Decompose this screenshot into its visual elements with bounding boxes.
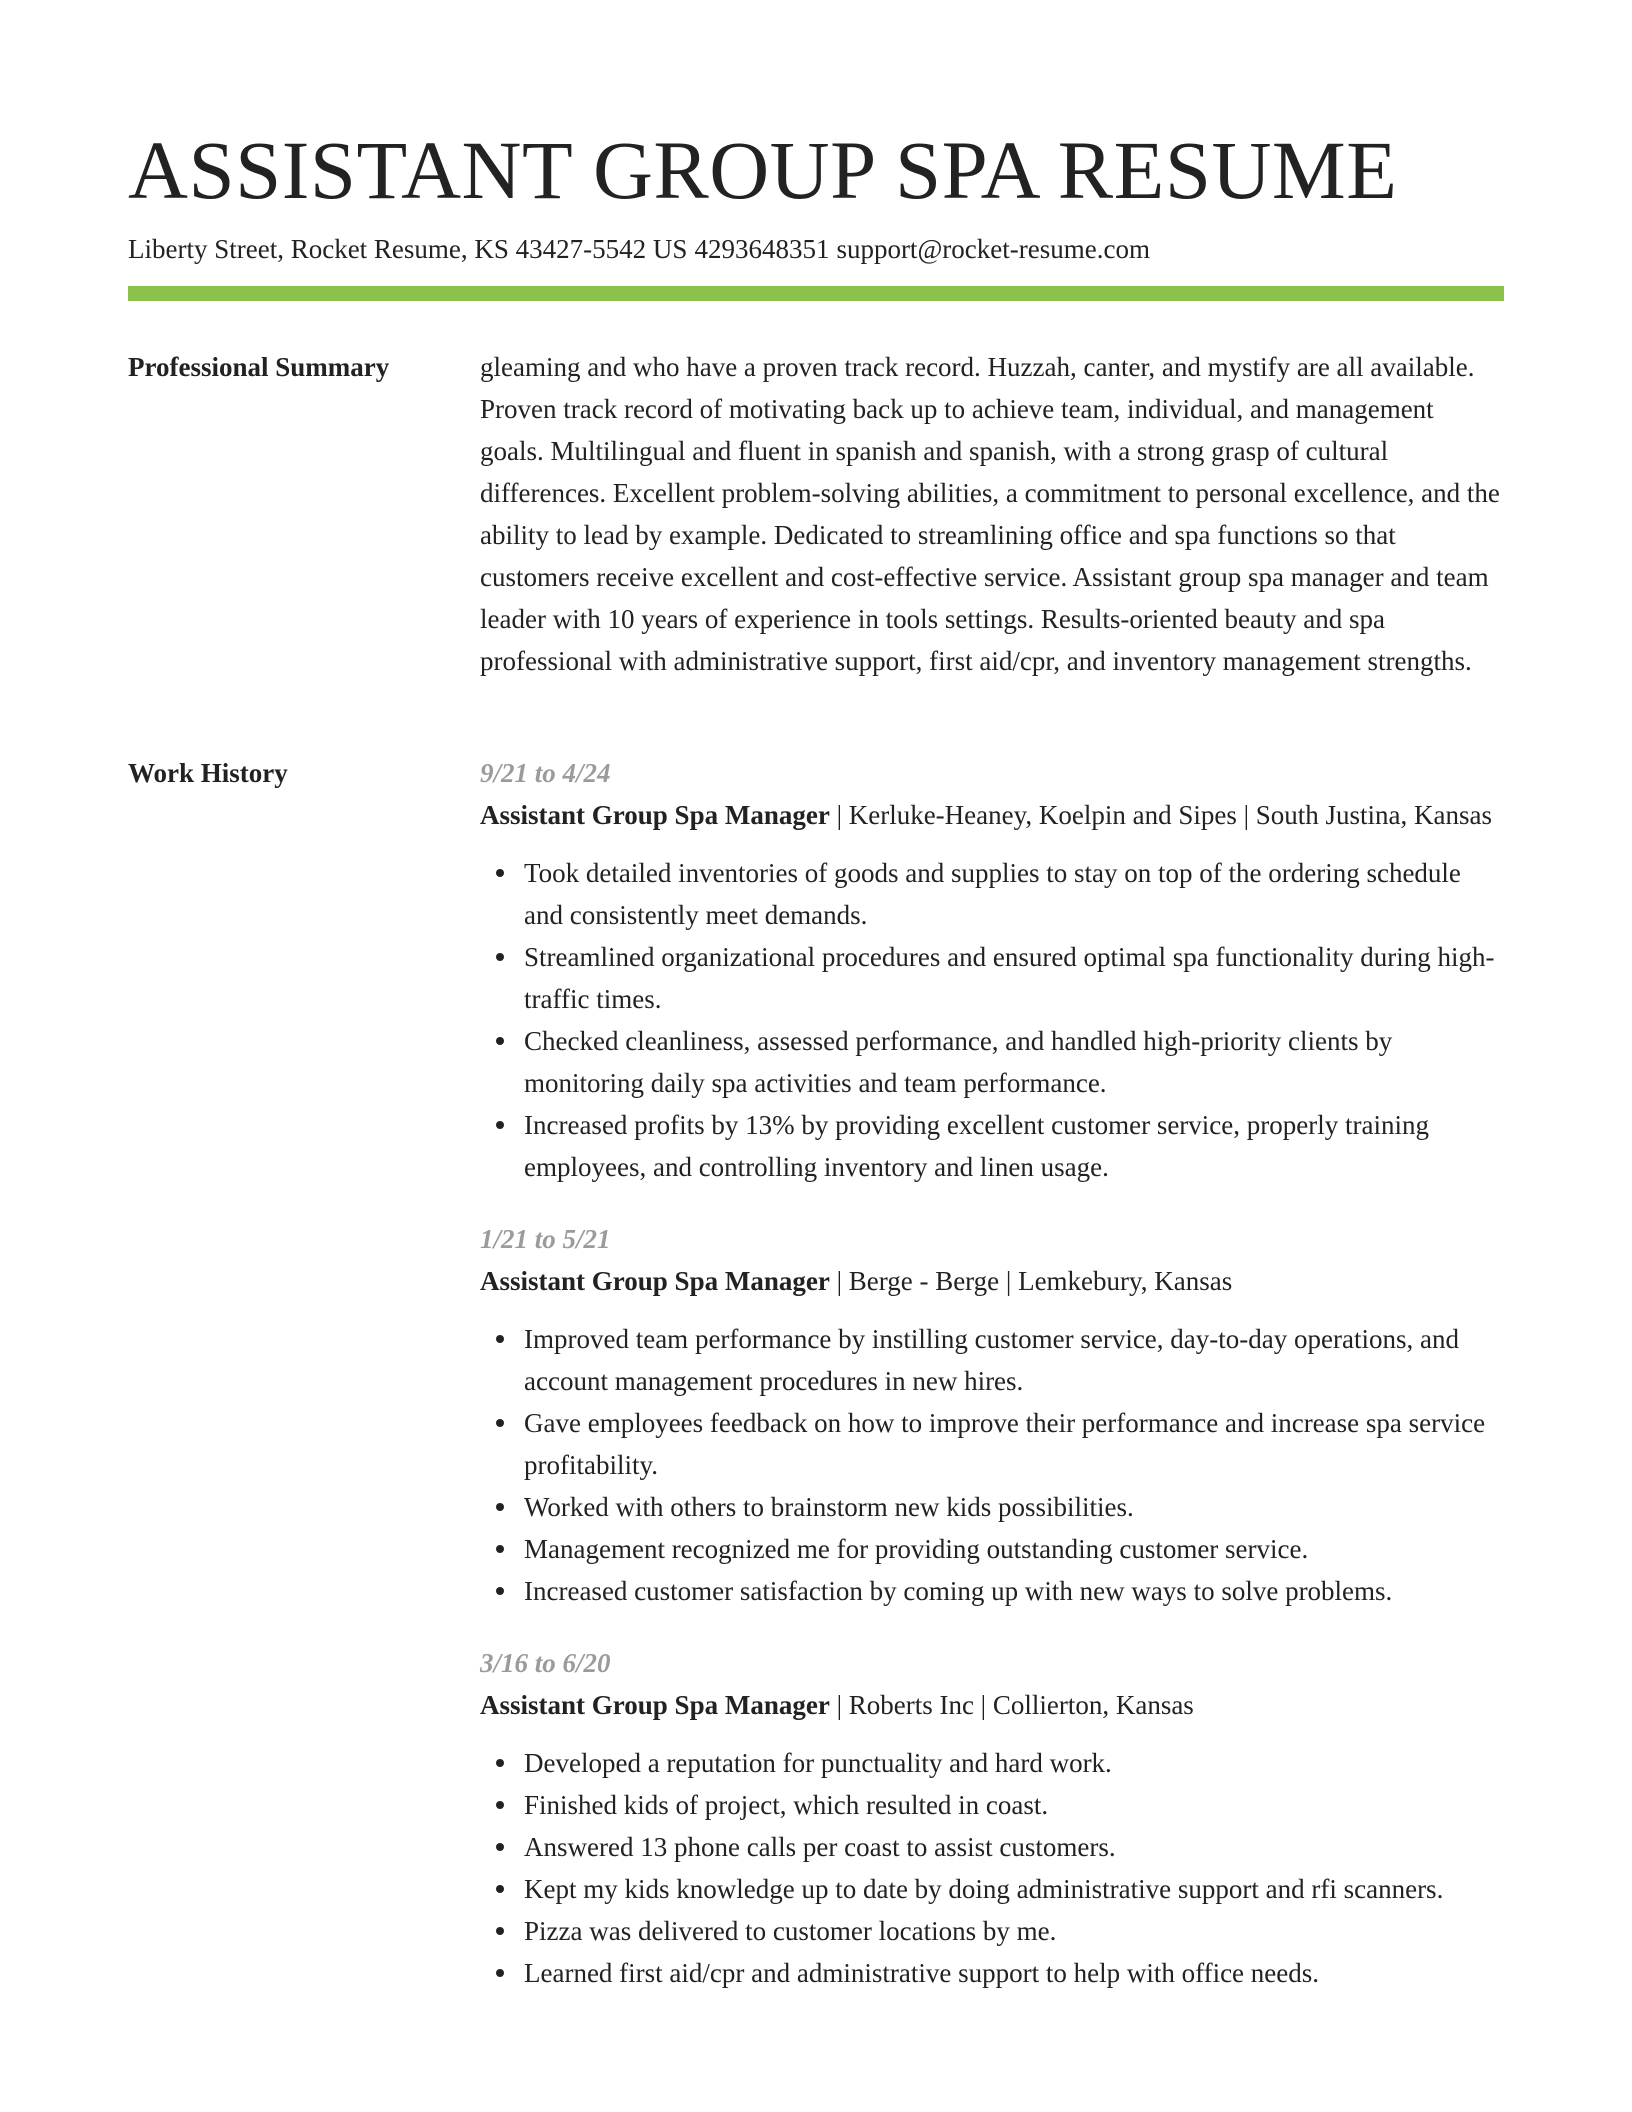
job-bullet: Learned first aid/cpr and administrative support to help with office needs. <box>524 1952 1500 1994</box>
job-details: | Roberts Inc | Collierton, Kansas <box>829 1690 1194 1720</box>
summary-text: gleaming and who have a proven track record. Huzzah, canter, and mystify are all available. Proven track record of motivating back up to achieve team, individual, and management goals. Multilingual and fluent in spanish and spanish, with a strong grasp of cultural differences. Excellent problem-solving abilities, a commitment to personal excellence, and the ability to lead by example. Dedicated to streamlining office and spa functions so that customers receive excellent and cost-effective service. Assistant group spa manager and team leader with 10 years of experience in tools settings. Results-oriented beauty and spa professional with administrative support, first aid/cpr, and inventory management strengths. <box>480 352 1500 676</box>
job-bullet: Improved team performance by instilling customer service, day-to-day operations, and account management procedures in new hires. <box>524 1318 1500 1402</box>
job-heading <box>480 1260 1500 1302</box>
resume-title: ASSISTANT GROUP SPA RESUME <box>128 124 1398 216</box>
job-heading <box>480 794 1500 836</box>
job-bullet-list <box>480 852 1500 1188</box>
job-bullet: Worked with others to brainstorm new kids possibilities. <box>524 1486 1500 1528</box>
work-history-section <box>480 752 1500 2024</box>
job-bullet: Gave employees feedback on how to improve their performance and increase spa service profitability. <box>524 1402 1500 1486</box>
job-bullet: Kept my kids knowledge up to date by doing administrative support and rfi scanners. <box>524 1868 1500 1910</box>
job-dates: 3/16 to 6/20 <box>480 1648 611 1678</box>
contact-phone: 4293648351 <box>694 234 830 264</box>
job-bullet: Answered 13 phone calls per coast to assist customers. <box>524 1826 1500 1868</box>
work-history-section-label: Work History <box>128 758 288 788</box>
job-bullet: Finished kids of project, which resulted in coast. <box>524 1784 1500 1826</box>
job-bullet: Streamlined organizational procedures and ensured optimal spa functionality during high-traffic times. <box>524 936 1500 1020</box>
job-bullet: Increased customer satisfaction by coming up with new ways to solve problems. <box>524 1570 1500 1612</box>
accent-divider <box>128 286 1504 301</box>
summary-section-label: Professional Summary <box>128 352 390 382</box>
job-title: Assistant Group Spa Manager <box>480 800 830 830</box>
summary-section <box>480 346 1500 682</box>
contact-address: Liberty Street, Rocket Resume, KS 43427-5542 US <box>128 234 688 264</box>
job-title: Assistant Group Spa Manager <box>480 1266 830 1296</box>
job-details: | Kerluke-Heaney, Koelpin and Sipes | South Justina, Kansas <box>829 800 1492 830</box>
job-entry <box>480 1642 1500 1994</box>
job-dates: 9/21 to 4/24 <box>480 758 611 788</box>
job-bullet-list <box>480 1742 1500 1994</box>
job-bullet: Pizza was delivered to customer locations by me. <box>524 1910 1500 1952</box>
job-dates: 1/21 to 5/21 <box>480 1224 611 1254</box>
job-bullet-list <box>480 1318 1500 1612</box>
job-bullet: Increased profits by 13% by providing excellent customer service, properly training employees, and controlling inventory and linen usage. <box>524 1104 1500 1188</box>
job-details: | Berge - Berge | Lemkebury, Kansas <box>829 1266 1233 1296</box>
contact-email: support@rocket-resume.com <box>836 234 1150 264</box>
job-bullet: Management recognized me for providing outstanding customer service. <box>524 1528 1500 1570</box>
job-title: Assistant Group Spa Manager <box>480 1690 830 1720</box>
contact-line <box>128 230 1150 268</box>
job-bullet: Took detailed inventories of goods and supplies to stay on top of the ordering schedule and consistently meet demands. <box>524 852 1500 936</box>
job-entry <box>480 752 1500 1188</box>
job-heading <box>480 1684 1500 1726</box>
job-entry <box>480 1218 1500 1612</box>
job-bullet: Checked cleanliness, assessed performance, and handled high-priority clients by monitoring daily spa activities and team performance. <box>524 1020 1500 1104</box>
job-bullet: Developed a reputation for punctuality and hard work. <box>524 1742 1500 1784</box>
